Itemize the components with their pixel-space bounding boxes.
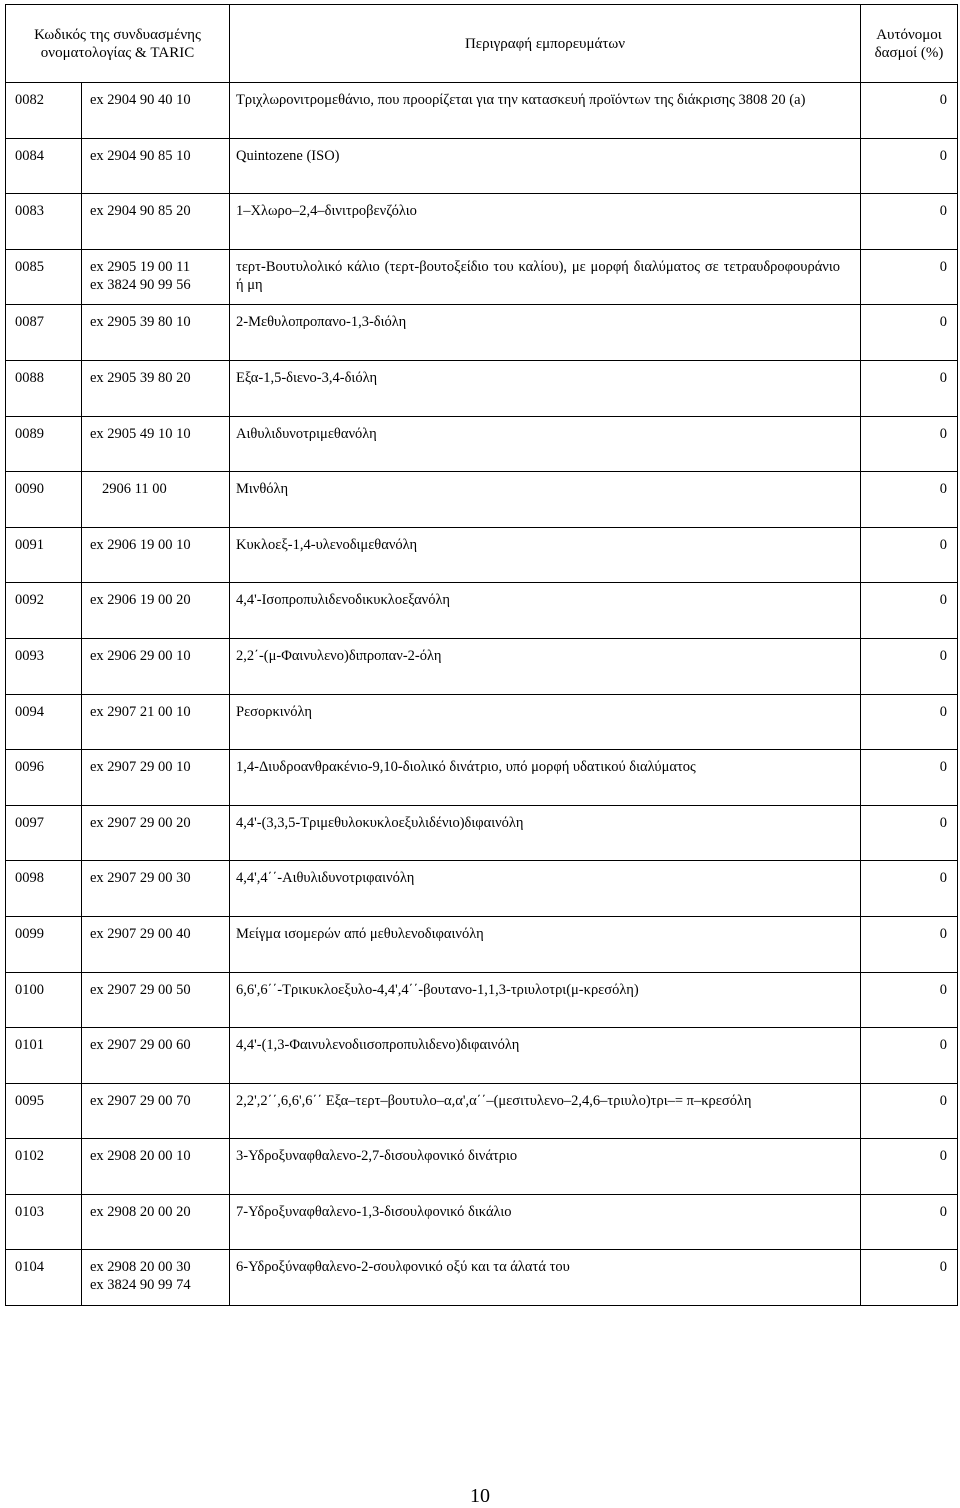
cn-code-line: ex 2907 29 00 10: [90, 759, 191, 776]
cn-code-line: ex 2908 20 00 10: [90, 1148, 191, 1165]
cn-code-line: ex 2905 19 00 11: [90, 258, 191, 275]
row-cn-code: [82, 1028, 230, 1084]
cn-code-line: ex 3824 90 99 74: [90, 1277, 191, 1294]
row-duty-rate: 0: [861, 138, 958, 194]
cn-code-line: 2906 11 00: [102, 481, 167, 498]
row-description: Quintozene (ISO): [230, 138, 861, 194]
row-cn-code: [82, 194, 230, 250]
row-duty-rate: 0: [861, 1139, 958, 1195]
table-row: [6, 750, 958, 806]
table-row: [6, 416, 958, 472]
row-order-number: 0101: [6, 1028, 82, 1084]
cn-code-line: ex 2905 39 80 10: [90, 314, 191, 331]
row-duty-rate: 0: [861, 194, 958, 250]
row-duty-rate: 0: [861, 1083, 958, 1139]
cn-code-line: ex 2904 90 85 10: [90, 147, 191, 164]
row-duty-rate: 0: [861, 861, 958, 917]
row-description: Κυκλοεξ-1,4-υλενοδιμεθανόλη: [230, 527, 861, 583]
row-cn-code: [82, 472, 230, 528]
row-description: 7-Υδροξυναφθαλενο-1,3-δισουλφονικό δικάλιο: [230, 1194, 861, 1250]
row-order-number: 0102: [6, 1139, 82, 1195]
row-description: 2,2΄-(μ-Φαινυλενο)διπροπαν-2-όλη: [230, 638, 861, 694]
cn-code-line: ex 2905 49 10 10: [90, 425, 191, 442]
table-row: [6, 638, 958, 694]
table-row: [6, 360, 958, 416]
row-order-number: 0082: [6, 83, 82, 139]
row-cn-code: [82, 83, 230, 139]
table-row: [6, 861, 958, 917]
cn-code-line: ex 2907 29 00 50: [90, 981, 191, 998]
row-cn-code: [82, 305, 230, 361]
row-description: 1,4-Διυδροανθρακένιο-9,10-διολικό δινάτριο, υπό μορφή υδατικού διαλύματος: [230, 750, 861, 806]
table-row: [6, 916, 958, 972]
row-order-number: 0083: [6, 194, 82, 250]
row-cn-code: [82, 916, 230, 972]
row-cn-code: [82, 583, 230, 639]
row-duty-rate: 0: [861, 805, 958, 861]
table-row: [6, 1250, 958, 1306]
cn-code-line: ex 2907 29 00 70: [90, 1092, 191, 1109]
row-cn-code: [82, 416, 230, 472]
cn-code-line: ex 2907 29 00 30: [90, 870, 191, 887]
row-order-number: 0097: [6, 805, 82, 861]
cn-code-line: ex 2908 20 00 20: [90, 1203, 191, 1220]
row-order-number: 0087: [6, 305, 82, 361]
row-duty-rate: 0: [861, 527, 958, 583]
row-duty-rate: 0: [861, 694, 958, 750]
row-order-number: 0088: [6, 360, 82, 416]
page-number: 10: [470, 1485, 490, 1507]
row-order-number: 0089: [6, 416, 82, 472]
row-order-number: 0098: [6, 861, 82, 917]
row-order-number: 0096: [6, 750, 82, 806]
row-duty-rate: 0: [861, 416, 958, 472]
row-cn-code: [82, 138, 230, 194]
table-row: [6, 472, 958, 528]
table-row: [6, 694, 958, 750]
cn-code-line: ex 2904 90 85 20: [90, 203, 191, 220]
row-duty-rate: 0: [861, 750, 958, 806]
header-code: Κωδικός της συνδυασμένης ονοματολογίας & TARIC: [6, 5, 230, 83]
row-description: τερτ-Βουτυλολικό κάλιο (τερτ-βουτοξείδιο του καλίου), με μορφή διαλύματος σε τετραυδροφουράνιο ή μη: [230, 249, 861, 305]
row-description: 6-Υδροξύναφθαλενο-2-σουλφονικό οξύ και τα άλατά του: [230, 1250, 861, 1306]
row-cn-code: [82, 694, 230, 750]
cn-code-line: ex 2907 29 00 60: [90, 1037, 191, 1054]
tariff-table: [5, 4, 958, 1306]
row-order-number: 0085: [6, 249, 82, 305]
cn-code-line: ex 3824 90 99 56: [90, 276, 191, 293]
table-row: [6, 1028, 958, 1084]
cn-code-line: ex 2906 19 00 10: [90, 536, 191, 553]
cn-code-line: ex 2905 39 80 20: [90, 369, 191, 386]
row-order-number: 0103: [6, 1194, 82, 1250]
row-cn-code: [82, 1083, 230, 1139]
row-cn-code: [82, 750, 230, 806]
row-description: Ρεσορκινόλη: [230, 694, 861, 750]
row-description: 4,4'-(1,3-Φαινυλενοδιισοπροπυλιδενο)διφαινόλη: [230, 1028, 861, 1084]
row-duty-rate: 0: [861, 83, 958, 139]
table-row: [6, 527, 958, 583]
row-description: 4,4',4΄΄-Αιθυλιδυνοτριφαινόλη: [230, 861, 861, 917]
row-description: Μινθόλη: [230, 472, 861, 528]
row-description: Εξα-1,5-διενο-3,4-διόλη: [230, 360, 861, 416]
cn-code-line: ex 2907 21 00 10: [90, 703, 191, 720]
cn-code-line: ex 2904 90 40 10: [90, 92, 191, 108]
cn-code-line: ex 2906 19 00 20: [90, 592, 191, 609]
row-order-number: 0092: [6, 583, 82, 639]
row-description: Τριχλωρονιτρομεθάνιο, που προορίζεται για την κατασκευή προϊόντων της διάκρισης 3808 20 (a): [230, 83, 861, 139]
row-duty-rate: 0: [861, 305, 958, 361]
table-header-row: [6, 5, 958, 83]
table-row: [6, 1194, 958, 1250]
row-description: 1–Χλωρο–2,4–δινιτροβενζόλιο: [230, 194, 861, 250]
row-cn-code: [82, 527, 230, 583]
cn-code-line: ex 2907 29 00 40: [90, 925, 191, 942]
header-rate: Αυτόνομοι δασμοί (%): [861, 5, 958, 83]
header-description: Περιγραφή εμπορευμάτων: [230, 5, 861, 83]
row-description: 6,6',6΄΄-Τρικυκλοεξυλο-4,4',4΄΄-βουτανο-1,1,3-τριυλοτρι(μ-κρεσόλη): [230, 972, 861, 1028]
row-order-number: 0099: [6, 916, 82, 972]
row-order-number: 0091: [6, 527, 82, 583]
row-order-number: 0084: [6, 138, 82, 194]
row-description: 4,4'-(3,3,5-Τριμεθυλοκυκλοεξυλιδένιο)διφαινόλη: [230, 805, 861, 861]
row-duty-rate: 0: [861, 360, 958, 416]
row-cn-code: [82, 1194, 230, 1250]
row-cn-code: [82, 861, 230, 917]
row-cn-code: [82, 1250, 230, 1306]
row-cn-code: [82, 1139, 230, 1195]
table-row: [6, 249, 958, 305]
row-duty-rate: 0: [861, 1250, 958, 1306]
row-order-number: 0095: [6, 1083, 82, 1139]
row-cn-code: [82, 249, 230, 305]
table-row: [6, 1083, 958, 1139]
row-duty-rate: 0: [861, 1028, 958, 1084]
row-duty-rate: 0: [861, 583, 958, 639]
row-order-number: 0090: [6, 472, 82, 528]
cn-code-line: ex 2908 20 00 30: [90, 1259, 191, 1276]
row-description: 2,2',2΄΄,6,6',6΄΄ Εξα–τερτ–βουτυλο–α,α',α΄΄–(μεσιτυλενο–2,4,6–τριυλο)τρι–= π–κρεσόλη: [230, 1083, 861, 1139]
row-cn-code: [82, 805, 230, 861]
row-duty-rate: 0: [861, 972, 958, 1028]
row-cn-code: [82, 360, 230, 416]
row-duty-rate: 0: [861, 249, 958, 305]
row-order-number: 0100: [6, 972, 82, 1028]
table-row: [6, 194, 958, 250]
row-description: 4,4'-Ισοπροπυλιδενοδικυκλοεξανόλη: [230, 583, 861, 639]
cn-code-line: ex 2906 29 00 10: [90, 647, 191, 664]
row-duty-rate: 0: [861, 472, 958, 528]
row-description: Μείγμα ισομερών από μεθυλενοδιφαινόλη: [230, 916, 861, 972]
row-description: 3-Υδροξυναφθαλενο-2,7-δισουλφονικό δινάτριο: [230, 1139, 861, 1195]
row-duty-rate: 0: [861, 916, 958, 972]
row-description: Αιθυλιδυνοτριμεθανόλη: [230, 416, 861, 472]
table-row: [6, 305, 958, 361]
table-row: [6, 805, 958, 861]
row-order-number: 0094: [6, 694, 82, 750]
row-duty-rate: 0: [861, 638, 958, 694]
table-row: [6, 583, 958, 639]
row-duty-rate: 0: [861, 1194, 958, 1250]
table-row: [6, 83, 958, 139]
table-body: [6, 83, 958, 1306]
table-row: [6, 972, 958, 1028]
table-row: [6, 1139, 958, 1195]
cn-code-line: ex 2907 29 00 20: [90, 814, 191, 831]
table-row: [6, 138, 958, 194]
row-cn-code: [82, 972, 230, 1028]
row-order-number: 0093: [6, 638, 82, 694]
row-order-number: 0104: [6, 1250, 82, 1306]
row-cn-code: [82, 638, 230, 694]
row-description: 2-Μεθυλοπροπανο-1,3-διόλη: [230, 305, 861, 361]
